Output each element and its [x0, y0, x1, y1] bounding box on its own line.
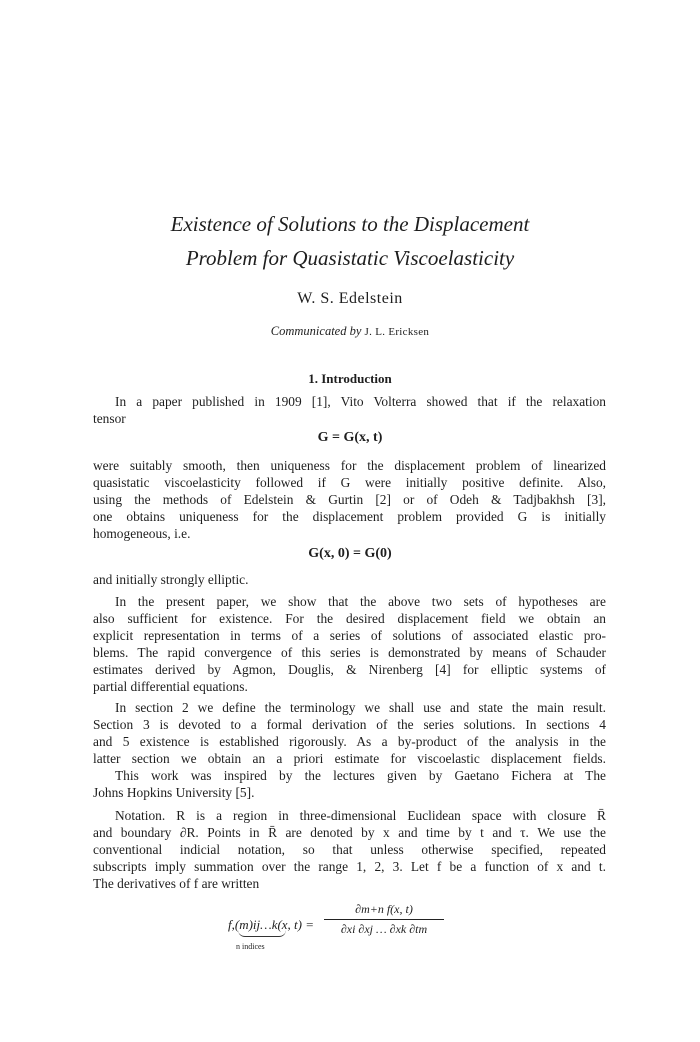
derivative-formula [228, 900, 488, 960]
text-line: tensor [93, 411, 126, 426]
text-line: were suitably smooth, then uniqueness for the displacement problem of linearized [93, 458, 606, 473]
formula-numerator: ∂m+n f(x, t) [355, 902, 413, 916]
text-line: In a paper published in 1909 [1], Vito Volterra showed that if the relaxation [115, 394, 606, 409]
text-line: latter section we obtain an a priori estimate for viscoelastic displacement fields. [93, 751, 606, 766]
communicated-prefix: Communicated by [270, 324, 362, 338]
text-line: Johns Hopkins University [5]. [93, 785, 255, 800]
formula-fraction [324, 902, 444, 937]
communicated-by [0, 324, 700, 339]
text-line: In the present paper, we show that the above two sets of hypotheses are [115, 594, 606, 609]
text-line: In section 2 we define the terminology we shall use and state the main result. [115, 700, 606, 715]
author: W. S. Edelstein [297, 290, 403, 307]
communicator-name: J. L. Ericksen [364, 326, 430, 338]
text-line: and boundary ∂R. Points in R̄ are denoted by x and time by t and τ. We use the [93, 825, 606, 840]
equation-2: G(x, 0) = G(0) [308, 546, 392, 561]
equation-1: G = G(x, t) [317, 430, 383, 445]
text-line: partial differential equations. [93, 679, 248, 694]
text-line: Section 3 is devoted to a formal derivation of the series solutions. In sections 4 [93, 717, 606, 732]
text-line: Notation. R is a region in three-dimensional Euclidean space with closure R̄ [115, 808, 606, 823]
text-line: and 5 existence is established rigorously. As a by-product of the analysis in the [93, 734, 606, 749]
text-line: blems. The rapid convergence of this series is demonstrated by means of Schauder [93, 645, 606, 660]
formula-lhs: f,(m)ij…k(x, t) = [228, 917, 315, 932]
text-line: estimates derived by Agmon, Douglis, & Nirenberg [4] for elliptic systems of [93, 662, 606, 677]
title-line-2: Problem for Quasistatic Viscoelasticity [185, 246, 515, 270]
text-line: quasistatic viscoelasticity followed if G were initially positive definite. Also, [93, 475, 606, 490]
text-line: also sufficient for existence. For the desired displacement field we obtain an [93, 611, 606, 626]
underbrace-label: n indices [236, 942, 265, 951]
text-line: conventional indicial notation, so that unless otherwise specified, repeated [93, 842, 606, 857]
text-line: This work was inspired by the lectures given by Gaetano Fichera at The [115, 768, 606, 783]
formula-denominator: ∂xi ∂xj … ∂xk ∂tm [340, 922, 428, 936]
fraction-bar [324, 919, 444, 920]
text-line: and initially strongly elliptic. [93, 572, 249, 587]
text-line: explicit representation in terms of a series of solutions of associated elastic pro- [93, 628, 606, 643]
text-line: The derivatives of f are written [93, 876, 260, 891]
underbrace [238, 930, 286, 937]
text-line: one obtains uniqueness for the displacement problem provided G is initially [93, 509, 606, 524]
section-heading: 1. Introduction [308, 371, 392, 386]
text-line: using the methods of Edelstein & Gurtin [2] or of Odeh & Tadjbakhsh [3], [93, 492, 606, 507]
title-line-1: Existence of Solutions to the Displacement [170, 212, 530, 236]
text-line: subscripts imply summation over the range 1, 2, 3. Let f be a function of x and t. [93, 859, 606, 874]
text-line: homogeneous, i.e. [93, 526, 191, 541]
